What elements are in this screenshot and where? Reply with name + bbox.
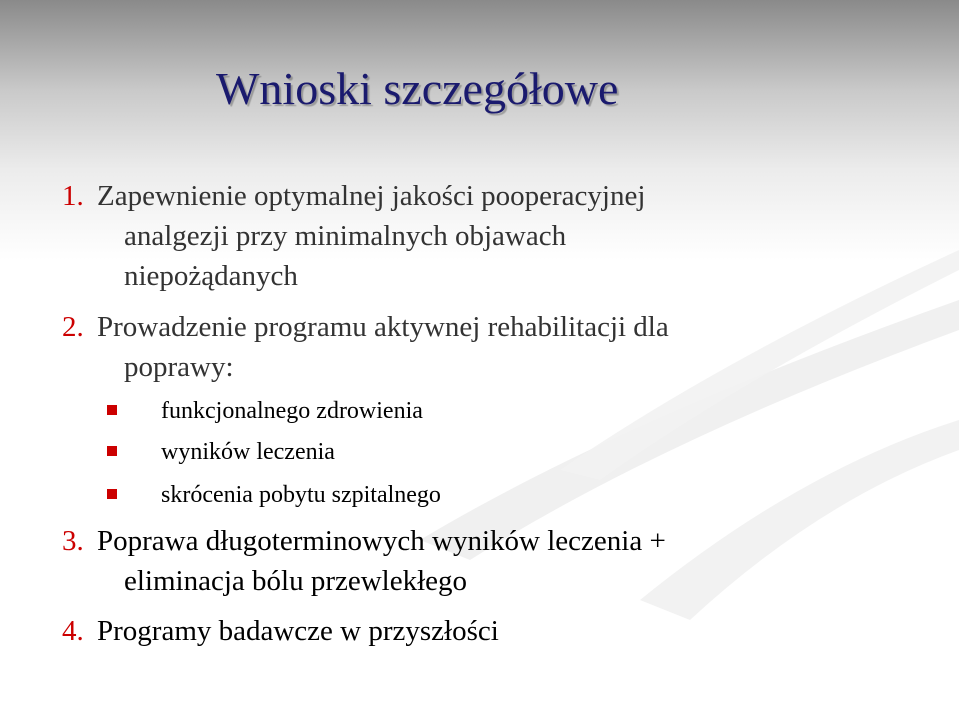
- item-number: 2.: [62, 311, 84, 343]
- item-text: Poprawa długoterminowych wyników leczenia +: [97, 525, 666, 557]
- item-number: 4.: [62, 615, 84, 647]
- list-item-4: [62, 611, 499, 651]
- item-text: Prowadzenie programu aktywnej rehabilitacji dla: [97, 311, 669, 343]
- square-bullet-icon: [107, 489, 117, 499]
- list-item-3: [62, 521, 666, 601]
- item-text: Zapewnienie optymalnej jakości pooperacyjnej: [97, 180, 646, 212]
- sub-list-item: [107, 396, 423, 426]
- sub-list-item: [107, 480, 441, 510]
- item-text-continuation: poprawy:: [124, 351, 234, 383]
- sub-list-item: [107, 437, 335, 467]
- square-bullet-icon: [107, 405, 117, 415]
- square-bullet-icon: [107, 446, 117, 456]
- item-text-continuation: eliminacja bólu przewlekłego: [124, 565, 468, 597]
- item-number: 1.: [62, 180, 84, 212]
- sub-item-text: funkcjonalnego zdrowienia: [161, 398, 423, 424]
- item-text-continuation: analgezji przy minimalnych objawach: [124, 220, 567, 252]
- item-number: 3.: [62, 525, 84, 557]
- list-item-1: [62, 176, 645, 296]
- slide-title: Wnioski szczegółowe: [216, 63, 619, 114]
- item-text: Programy badawcze w przyszłości: [97, 615, 499, 647]
- list-item-2: [62, 307, 669, 387]
- sub-item-text: wyników leczenia: [161, 439, 335, 465]
- sub-item-text: skrócenia pobytu szpitalnego: [161, 482, 441, 508]
- item-text-continuation: niepożądanych: [124, 260, 298, 292]
